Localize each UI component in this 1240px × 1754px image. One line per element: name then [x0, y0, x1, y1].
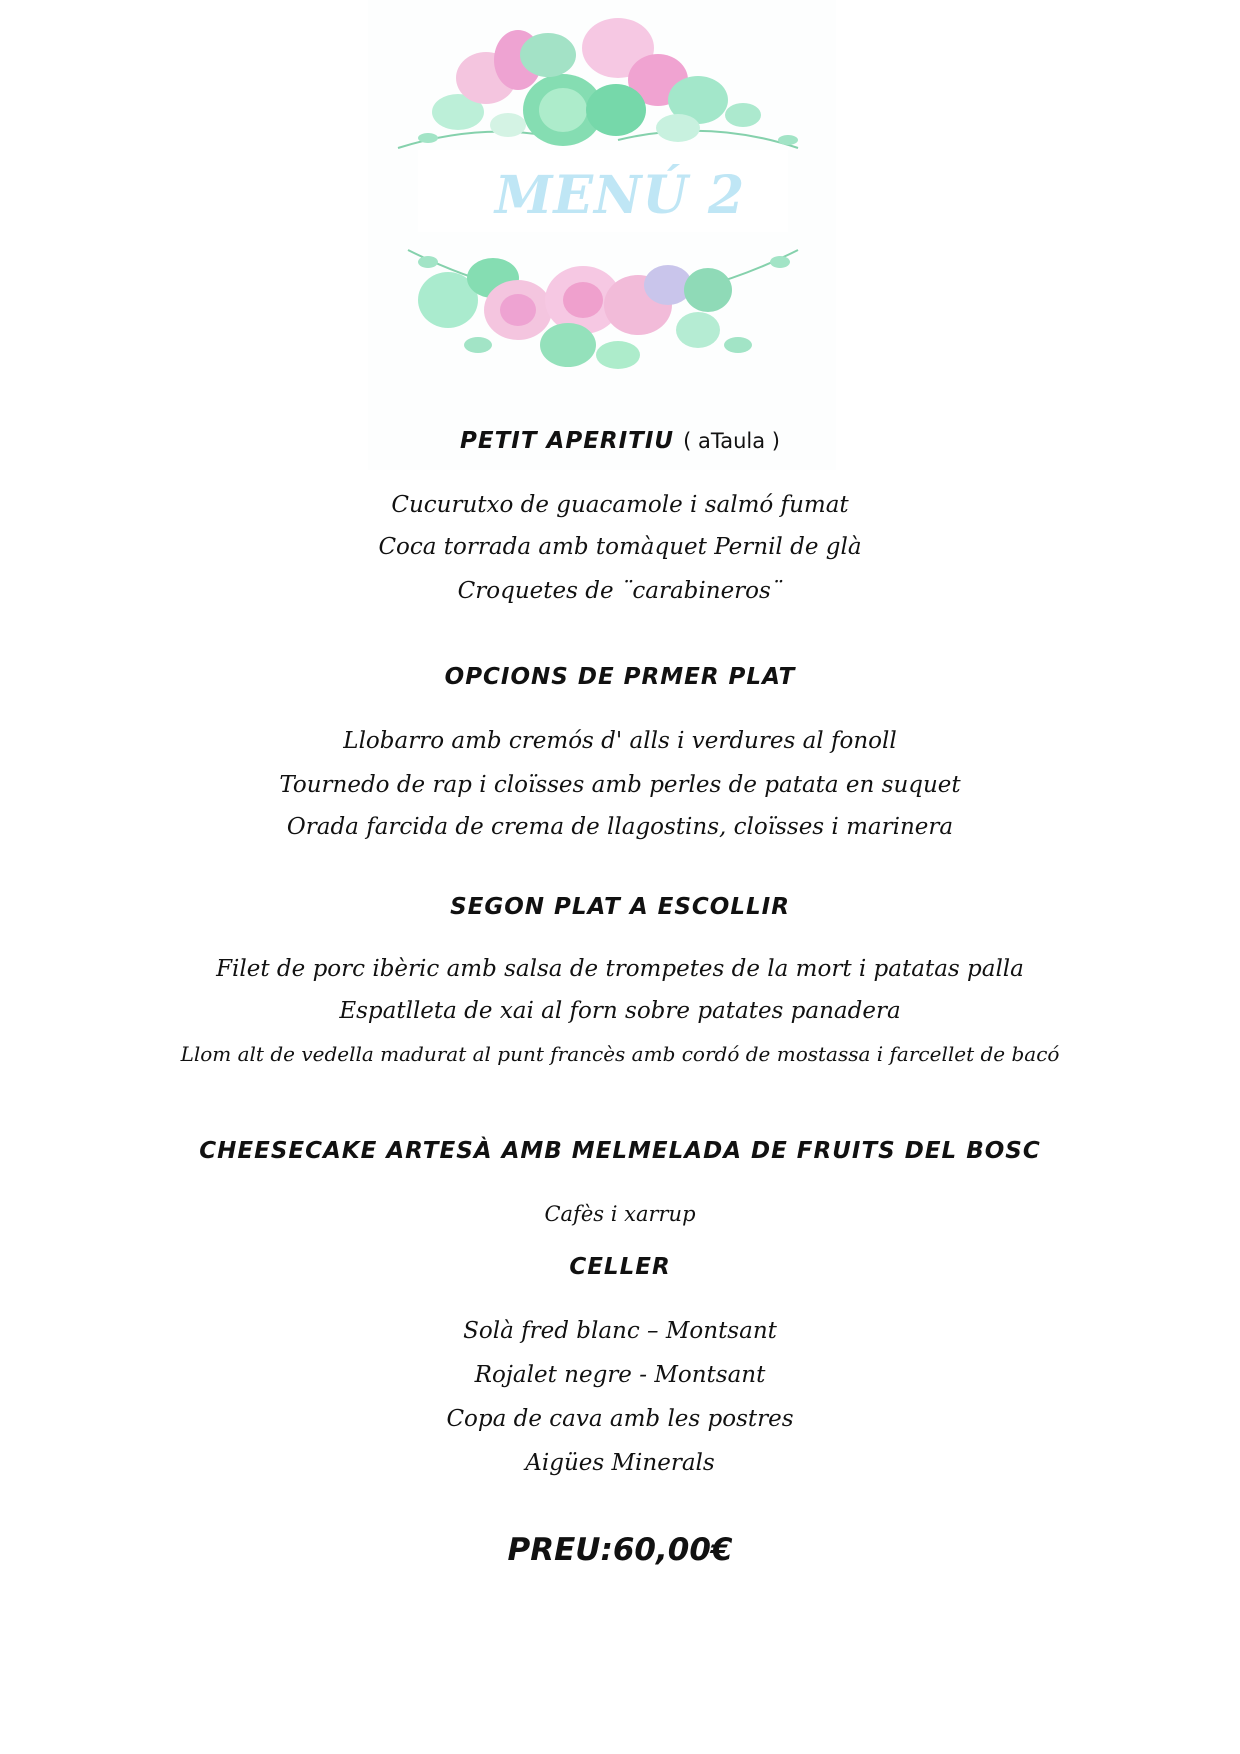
celler-item: Solà fred blanc – Montsant — [463, 1318, 777, 1344]
aperitiu-note: ( aTaula ) — [683, 429, 780, 453]
menu-price: PREU:60,00€ — [507, 1532, 733, 1568]
primer-item: Llobarro amb cremós d' alls i verdures al fonoll — [343, 728, 897, 754]
postres-heading: CHEESECAKE ARTESÀ AMB MELMELADA DE FRUITS DEL BOSC — [199, 1138, 1041, 1164]
segon-item: Espatlleta de xai al forn sobre patates panadera — [339, 998, 901, 1024]
menu-title: MENÚ 2 — [494, 165, 746, 226]
aperitiu-heading-text: PETIT APERITIU — [460, 428, 675, 454]
celler-item: Rojalet negre - Montsant — [474, 1362, 766, 1388]
segon-item: Filet de porc ibèric amb salsa de trompetes de la mort i patatas palla — [216, 956, 1024, 982]
aperitiu-item: Croquetes de ¨carabineros¨ — [457, 578, 783, 604]
aperitiu-heading — [0, 428, 1240, 454]
celler-item: Copa de cava amb les postres — [446, 1406, 794, 1432]
postres-item: Cafès i xarrup — [544, 1202, 696, 1226]
celler-heading: CELLER — [569, 1254, 671, 1280]
primer-item: Orada farcida de crema de llagostins, cloïsses i marinera — [286, 814, 954, 840]
segon-item: Llom alt de vedella madurat al punt francès amb cordó de mostassa i farcellet de bacó — [180, 1042, 1060, 1066]
floral-wreath-icon — [368, 0, 836, 470]
aperitiu-item: Cucurutxo de guacamole i salmó fumat — [391, 492, 849, 518]
segon-heading: SEGON PLAT A ESCOLLIR — [450, 894, 790, 920]
primer-heading: OPCIONS DE PRMER PLAT — [444, 664, 796, 690]
primer-item: Tournedo de rap i cloïsses amb perles de patata en suquet — [279, 772, 961, 798]
celler-item: Aigües Minerals — [525, 1450, 715, 1476]
aperitiu-item: Coca torrada amb tomàquet Pernil de glà — [378, 534, 862, 560]
